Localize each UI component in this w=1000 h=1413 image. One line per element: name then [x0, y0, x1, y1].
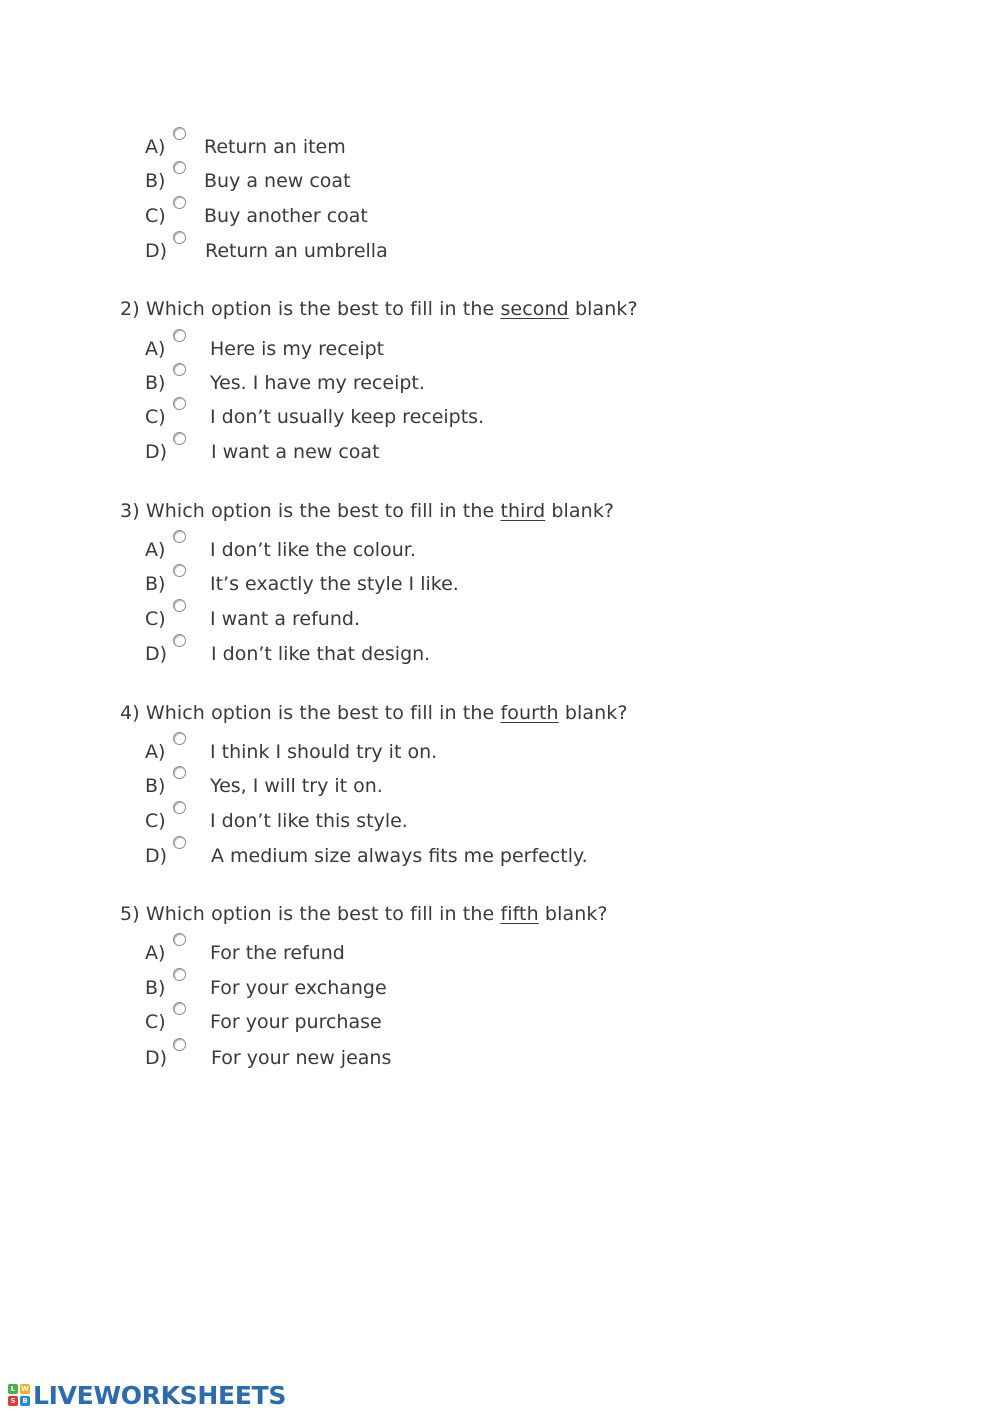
- option-text: Yes. I have my receipt.: [210, 372, 425, 394]
- radio-button[interactable]: [173, 329, 186, 342]
- question-prefix: 3) Which option is the best to fill in the: [120, 500, 501, 522]
- logo-block: S: [8, 1396, 18, 1406]
- q1-option-d[interactable]: [145, 236, 745, 266]
- q4-option-b[interactable]: [145, 771, 745, 801]
- question-keyword: second: [500, 298, 569, 320]
- option-text: I think I should try it on.: [210, 741, 438, 763]
- option-letter: A): [145, 136, 166, 158]
- option-letter: C): [145, 608, 166, 630]
- logo-blocks-icon: [8, 1384, 30, 1406]
- option-text: I don’t usually keep receipts.: [210, 406, 485, 428]
- option-letter: D): [145, 441, 168, 463]
- option-letter: A): [145, 942, 166, 964]
- question-5: [120, 902, 608, 926]
- option-text: Buy another coat: [204, 205, 368, 227]
- option-letter: C): [145, 1011, 166, 1033]
- q2-option-d[interactable]: [145, 437, 745, 467]
- question-suffix: blank?: [545, 500, 615, 522]
- option-letter: D): [145, 1047, 168, 1069]
- option-letter: A): [145, 741, 166, 763]
- logo-block: B: [20, 1396, 30, 1406]
- radio-button[interactable]: [173, 732, 186, 745]
- option-text: It’s exactly the style I like.: [210, 573, 459, 595]
- q2-option-c[interactable]: [145, 402, 745, 432]
- option-text: Return an umbrella: [205, 240, 388, 262]
- option-text: For the refund: [210, 942, 345, 964]
- logo-text: LIVEWORKSHEETS: [33, 1380, 287, 1410]
- radio-button[interactable]: [173, 530, 186, 543]
- q4-option-d[interactable]: [145, 841, 745, 871]
- radio-button[interactable]: [173, 634, 186, 647]
- option-letter: B): [145, 372, 166, 394]
- option-letter: B): [145, 977, 166, 999]
- option-text: Return an item: [204, 136, 346, 158]
- question-suffix: blank?: [568, 298, 638, 320]
- radio-button[interactable]: [173, 1002, 186, 1015]
- radio-button[interactable]: [173, 801, 186, 814]
- option-letter: A): [145, 338, 166, 360]
- option-text: Here is my receipt: [210, 338, 385, 360]
- question-suffix: blank?: [538, 903, 608, 925]
- q2-option-a[interactable]: [145, 334, 745, 364]
- radio-button[interactable]: [173, 397, 186, 410]
- option-letter: D): [145, 643, 168, 665]
- option-text: I want a refund.: [210, 608, 360, 630]
- radio-button[interactable]: [173, 564, 186, 577]
- radio-button[interactable]: [173, 836, 186, 849]
- logo-block: W: [21, 1385, 29, 1393]
- radio-button[interactable]: [173, 599, 186, 612]
- option-letter: A): [145, 539, 166, 561]
- logo-block: L: [8, 1384, 18, 1394]
- q2-option-b[interactable]: [145, 368, 745, 398]
- radio-button[interactable]: [173, 968, 186, 981]
- q1-option-b[interactable]: [145, 166, 745, 196]
- question-4: [120, 701, 628, 725]
- option-letter: C): [145, 205, 166, 227]
- question-prefix: 4) Which option is the best to fill in the: [120, 702, 501, 724]
- q5-option-c[interactable]: [145, 1007, 745, 1037]
- option-text: For your exchange: [210, 977, 387, 999]
- option-letter: B): [145, 170, 166, 192]
- question-keyword: fifth: [500, 903, 539, 925]
- q4-option-c[interactable]: [145, 806, 745, 836]
- radio-button[interactable]: [173, 766, 186, 779]
- question-prefix: 5) Which option is the best to fill in the: [120, 903, 501, 925]
- option-letter: C): [145, 406, 166, 428]
- question-suffix: blank?: [558, 702, 628, 724]
- option-text: For your purchase: [210, 1011, 382, 1033]
- option-text: Buy a new coat: [204, 170, 351, 192]
- radio-button[interactable]: [173, 127, 186, 140]
- option-letter: D): [145, 240, 168, 262]
- option-letter: B): [145, 775, 166, 797]
- radio-button[interactable]: [173, 231, 186, 244]
- radio-button[interactable]: [173, 196, 186, 209]
- option-text: For your new jeans: [211, 1047, 392, 1069]
- option-text: I don’t like the colour.: [210, 539, 416, 561]
- q3-option-b[interactable]: [145, 569, 745, 599]
- question-3: [120, 499, 614, 523]
- radio-button[interactable]: [173, 432, 186, 445]
- q5-option-a[interactable]: [145, 938, 745, 968]
- q1-option-c[interactable]: [145, 201, 745, 231]
- radio-button[interactable]: [173, 933, 186, 946]
- radio-button[interactable]: [173, 1038, 186, 1051]
- q5-option-b[interactable]: [145, 973, 745, 1003]
- option-text: I don’t like this style.: [210, 810, 408, 832]
- option-text: A medium size always fits me perfectly.: [211, 845, 588, 867]
- option-text: I don’t like that design.: [211, 643, 431, 665]
- q3-option-a[interactable]: [145, 535, 745, 565]
- question-2: [120, 297, 638, 321]
- radio-button[interactable]: [173, 363, 186, 376]
- q4-option-a[interactable]: [145, 737, 745, 767]
- q3-option-d[interactable]: [145, 639, 745, 669]
- question-prefix: 2) Which option is the best to fill in the: [120, 298, 501, 320]
- q3-option-c[interactable]: [145, 604, 745, 634]
- radio-button[interactable]: [173, 161, 186, 174]
- question-keyword: third: [500, 500, 546, 522]
- option-letter: B): [145, 573, 166, 595]
- option-letter: D): [145, 845, 168, 867]
- option-text: Yes, I will try it on.: [210, 775, 383, 797]
- q5-option-d[interactable]: [145, 1043, 745, 1073]
- option-letter: C): [145, 810, 166, 832]
- q1-option-a[interactable]: [145, 132, 745, 162]
- option-text: I want a new coat: [211, 441, 380, 463]
- liveworksheets-logo: [8, 1381, 286, 1409]
- question-keyword: fourth: [500, 702, 559, 724]
